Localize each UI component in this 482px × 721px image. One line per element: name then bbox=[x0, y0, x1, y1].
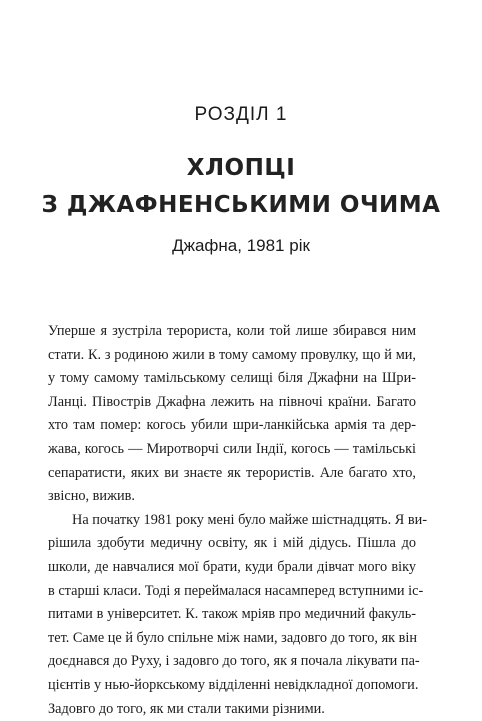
text-line: цієнтів у нью-йоркському відділенні невідкладної допомоги. bbox=[48, 674, 416, 698]
chapter-title-line-2: З ДЖАФНЕНСЬКИМИ ОЧИМА bbox=[0, 187, 482, 224]
text-line: Ланці. Півострів Джафна лежить на півночі країни. Багато bbox=[48, 391, 416, 415]
text-line: в старші класи. Тоді я переймалася насамперед вступними іс- bbox=[48, 580, 416, 604]
text-line: тет. Саме це й було спільне між нами, задовго до того, як він bbox=[48, 627, 416, 651]
text-line: сепаратисти, яких ви знаєте як терористів. Але багато хто, bbox=[48, 462, 416, 486]
text-line: рішила здобути медичну освіту, як і мій дідусь. Пішла до bbox=[48, 532, 416, 556]
chapter-place-date: Джафна, 1981 рік bbox=[0, 236, 482, 256]
text-line: хто там помер: когось убили шри-ланкійська армія та дер- bbox=[48, 414, 416, 438]
text-line: у тому самому тамільському селищі біля Джафни на Шри- bbox=[48, 367, 416, 391]
text-line: Уперше я зустріла терориста, коли той лише збирався ним bbox=[48, 320, 416, 344]
body-text bbox=[48, 320, 416, 721]
text-line: На початку 1981 року мені було майже шістнадцять. Я ви- bbox=[48, 509, 416, 533]
chapter-title bbox=[0, 150, 482, 224]
text-line: доєднався до Руху, і задовго до того, як я почала лікувати па- bbox=[48, 650, 416, 674]
chapter-title-line-1: ХЛОПЦІ bbox=[0, 150, 482, 187]
text-line: звісно, вижив. bbox=[48, 485, 416, 509]
text-line: Задовго до того, як ми стали такими різними. bbox=[48, 698, 416, 721]
chapter-label: РОЗДІЛ 1 bbox=[0, 104, 482, 126]
text-line: школи, де навчалися мої брати, куди брали дівчат мого віку bbox=[48, 556, 416, 580]
text-line: жава, когось — Миротворчі сили Індії, когось — тамільські bbox=[48, 438, 416, 462]
text-line: стати. К. з родиною жили в тому самому провулку, що й ми, bbox=[48, 344, 416, 368]
text-line: питами в університет. К. також мріяв про медичний факуль- bbox=[48, 603, 416, 627]
